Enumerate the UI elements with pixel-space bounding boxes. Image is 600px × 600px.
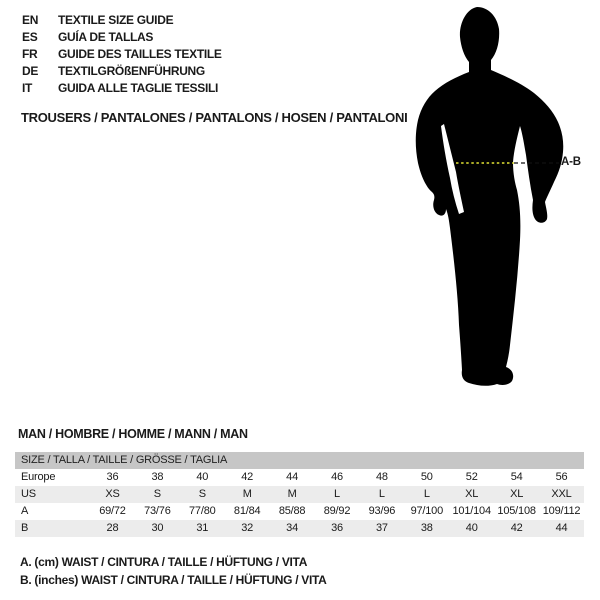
language-code: FR [22,47,38,61]
size-cell: L [423,488,430,500]
size-cell: 32 [241,522,254,534]
size-table [15,452,584,537]
size-cell: 44 [286,471,298,483]
footnote-b: B. (inches) WAIST / CINTURA / TAILLE / HÜFTUNG / VITA [20,573,327,587]
language-label: GUÍA DE TALLAS [58,30,154,44]
size-cell: M [242,488,252,500]
size-cell: XXL [551,488,572,500]
size-cell: 42 [510,522,523,534]
size-cell: 40 [196,471,209,483]
size-cell: L [334,488,340,500]
size-cell: 36 [106,471,119,483]
size-cell: XL [465,488,479,500]
size-cell: 30 [151,522,164,534]
language-label: GUIDE DES TAILLES TEXTILE [58,47,222,61]
size-cell: 105/108 [497,505,536,517]
size-cell: 85/88 [278,505,306,517]
size-cell: 73/76 [144,505,171,517]
size-cell: L [378,488,385,500]
size-cell: 36 [331,522,343,534]
size-cell: 101/104 [452,505,491,517]
size-cell: 52 [465,471,478,483]
size-row-a [15,503,584,520]
size-cell: 48 [375,471,388,483]
man-silhouette-body [416,7,564,386]
measure-label: A-B [561,156,581,168]
size-cell: 28 [106,522,119,534]
size-row-label: US [21,488,36,500]
size-row-label: Europe [21,471,56,483]
footnotes [20,553,327,589]
size-cell: M [287,488,297,500]
size-cell: 77/80 [189,505,216,517]
size-cell: S [198,488,206,500]
language-label: TEXTILE SIZE GUIDE [58,13,174,27]
size-cell: 40 [465,522,478,534]
size-row-label: B [21,522,29,534]
size-table-body [15,469,584,537]
language-code: EN [22,13,39,27]
size-row-label: A [21,505,29,517]
category-title: TROUSERS / PANTALONES / PANTALONS / HOSEN / PANTALONI [21,110,408,125]
size-table-header: SIZE / TALLA / TAILLE / GRÖSSE / TAGLIA [15,452,584,469]
language-label: GUIDA ALLE TAGLIE TESSILI [58,81,219,95]
size-cell: 38 [151,471,164,483]
size-row-europe [15,469,584,486]
size-cell: 37 [375,522,388,534]
size-cell: 89/92 [323,505,351,517]
size-cell: 50 [420,471,433,483]
size-cell: 54 [510,471,523,483]
size-cell: 31 [196,522,209,534]
size-cell: XL [510,488,524,500]
size-row-us [15,486,584,503]
gender-title: MAN / HOMBRE / HOMME / MANN / MAN [18,427,248,441]
language-code: IT [22,81,33,95]
size-cell: 38 [420,522,433,534]
size-cell: 109/112 [542,505,581,517]
size-cell: 46 [331,471,343,483]
footnote-a: A. (cm) WAIST / CINTURA / TAILLE / HÜFTUNG / VITA [20,555,308,569]
size-cell: 34 [286,522,298,534]
size-cell: 44 [555,522,568,534]
size-cell: S [153,488,161,500]
size-cell: 69/72 [99,505,126,517]
size-row-b [15,520,584,537]
language-label: TEXTILGRÖßENFÜHRUNG [58,64,205,78]
size-cell: 56 [555,471,568,483]
size-cell: XS [105,488,120,500]
language-code: ES [22,30,38,44]
size-cell: 81/84 [233,505,261,517]
language-code: DE [22,64,39,78]
size-cell: 97/100 [410,505,444,517]
size-cell: 93/96 [368,505,396,517]
size-cell: 42 [241,471,254,483]
